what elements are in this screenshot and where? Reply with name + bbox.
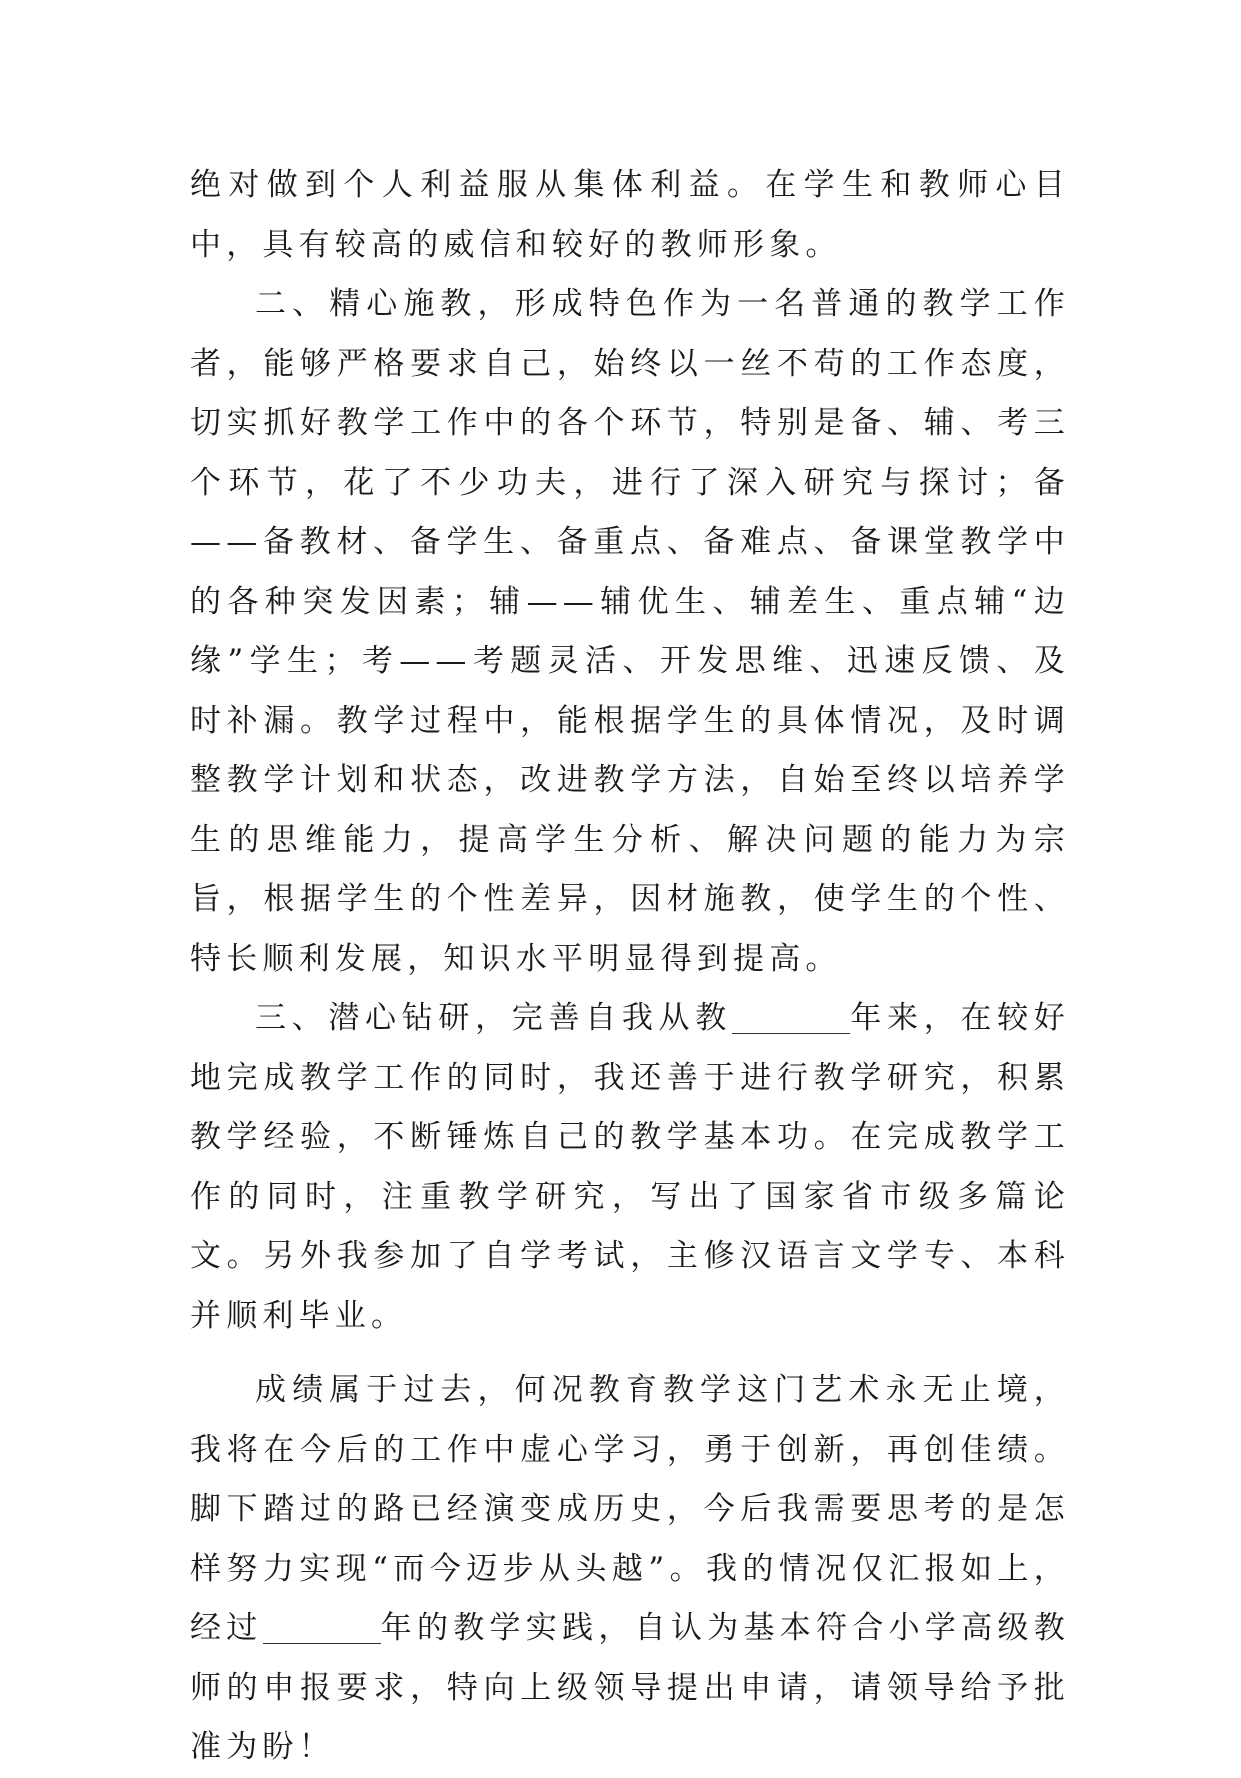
years-blank-field xyxy=(732,993,850,1034)
paragraph-continuation: 绝对做到个人利益服从集体利益。在学生和教师心目中，具有较高的威信和较好的教师形象。 xyxy=(190,167,1070,263)
paragraph-section-two: 二、精心施教，形成特色作为一名普通的教学工作者，能够严格要求自己，始终以一丝不苟的工作态度，切实抓好教学工作中的各个环节，特别是备、辅、考三个环节，花了不少功夫，进行了深入研究与探讨；备——备教材、备学生、备重点、备难点、备课堂教学中的各种突发因素；辅——辅优生、辅差生、重点辅“边缘”学生；考——考题灵活、开发思维、迅速反馈、及时补漏。教学过程中，能根据学生的具体情况，及时调整教学计划和状态，改进教学方法，自始至终以培养学生的思维能力，提高学生分析、解决问题的能力为宗旨，根据学生的个性差异，因材施教，使学生的个性、特长顺利发展，知识水平明显得到提高。 xyxy=(190,286,1070,977)
document-body xyxy=(190,156,1070,1778)
section-three-text-start: 三、潜心钻研，完善自我从教 xyxy=(255,1000,732,1036)
paragraph-conclusion xyxy=(190,1361,1070,1778)
conclusion-text-start: 成绩属于过去，何况教育教学这门艺术永无止境，我将在今后的工作中虚心学习，勇于创新，再创佳绩。脚下踏过的路已经演变成历史，今后我需要思考的是怎样努力实现“而今迈步从头越”。我的情况仅汇报如上，经过 xyxy=(190,1372,1070,1646)
practice-years-blank-field xyxy=(263,1603,381,1644)
section-three-text-end: 年来，在较好地完成教学工作的同时，我还善于进行教学研究，积累教学经验，不断锤炼自己的教学基本功。在完成教学工作的同时，注重教学研究，写出了国家省市级多篇论文。另外我参加了自学考试，主修汉语言文学专、本科并顺利毕业。 xyxy=(190,1000,1070,1334)
conclusion-text-end: 年的教学实践，自认为基本符合小学高级教师的申报要求，特向上级领导提出申请，请领导给予批准为盼！ xyxy=(190,1610,1070,1765)
paragraph-section-three xyxy=(190,989,1070,1346)
